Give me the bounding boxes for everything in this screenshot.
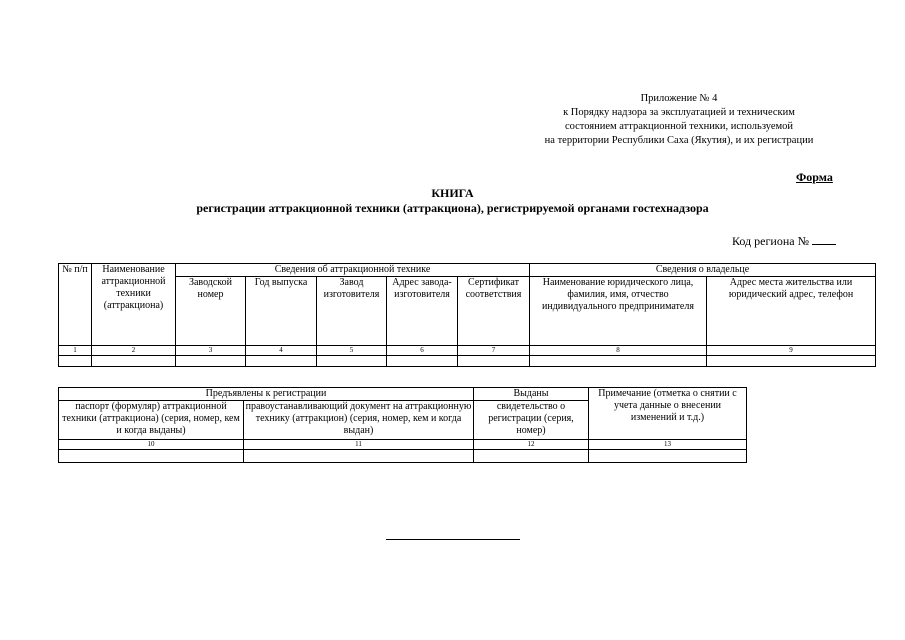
empty-cell [92,356,176,367]
header-number: № п/п [59,264,92,346]
column-number: 9 [707,346,876,356]
header-note: Примечание (отметка о снятии с учета данные о внесении изменений и т.д.) [589,388,747,440]
appendix-line-4: на территории Республики Саха (Якутия), и их регистрации [544,135,814,146]
empty-cell [589,450,747,463]
empty-cell [530,356,707,367]
header-equipment-info: Сведения об аттракционной технике [176,264,530,277]
column-number: 7 [458,346,530,356]
empty-cell [59,356,92,367]
signature-line [386,539,520,540]
appendix-line-1: Приложение № 4 [640,93,718,104]
empty-cell [707,356,876,367]
appendix-line-2: к Порядку надзора за эксплуатацией и техническим [563,107,795,118]
column-number: 11 [244,440,474,450]
column-number: 3 [176,346,246,356]
empty-cell [387,356,458,367]
empty-cell [458,356,530,367]
header-manufacturer: Завод изготовителя [317,277,387,346]
empty-cell [59,450,244,463]
header-presented: Предъявлены к регистрации [59,388,474,401]
title-line-1: КНИГА [431,186,474,200]
documents-table [58,387,747,463]
title-line-2: регистрации аттракционной техники (аттракциона), регистрируемой органами гостехнадзора [196,201,709,215]
header-passport: паспорт (формуляр) аттракционной техники (аттракциона) (серия, номер, кем и когда выданы) [59,401,244,440]
header-registration-certificate: свидетельство о регистрации (серия, номер) [474,401,589,440]
empty-cell [244,450,474,463]
empty-cell [474,450,589,463]
column-number: 8 [530,346,707,356]
column-number: 13 [589,440,747,450]
document-title [0,186,905,216]
column-number: 5 [317,346,387,356]
region-code [732,233,836,249]
column-number: 12 [474,440,589,450]
empty-cell [317,356,387,367]
column-number: 4 [246,346,317,356]
header-owner-address: Адрес места жительства или юридический адрес, телефон [707,277,876,346]
column-number: 6 [387,346,458,356]
header-year: Год выпуска [246,277,317,346]
header-certificate: Сертификат соответствия [458,277,530,346]
appendix-line-3: состоянием аттракционной техники, используемой [564,121,794,132]
header-equipment-name: Наименование аттракционной техники (аттракциона) [92,264,176,346]
empty-cell [246,356,317,367]
header-manufacturer-address: Адрес завода-изготовителя [387,277,458,346]
column-number: 2 [92,346,176,356]
column-number: 1 [59,346,92,356]
header-serial-number: Заводской номер [176,277,246,346]
header-issued: Выданы [474,388,589,401]
empty-cell [176,356,246,367]
header-title-document: правоустанавливающий документ на аттракционную технику (аттракцион) (серия, номер, кем и когда выдан) [244,401,474,440]
table-row [59,450,747,463]
registration-table [58,263,876,367]
header-owner-name: Наименование юридического лица, фамилия, имя, отчество индивидуального предпринимателя [530,277,707,346]
appendix-header [520,92,838,148]
region-code-label: Код региона № [732,234,810,248]
form-label: Форма [796,170,833,184]
header-owner-info: Сведения о владельце [530,264,876,277]
column-number: 10 [59,440,244,450]
region-code-blank [812,233,836,245]
table-row [59,356,876,367]
